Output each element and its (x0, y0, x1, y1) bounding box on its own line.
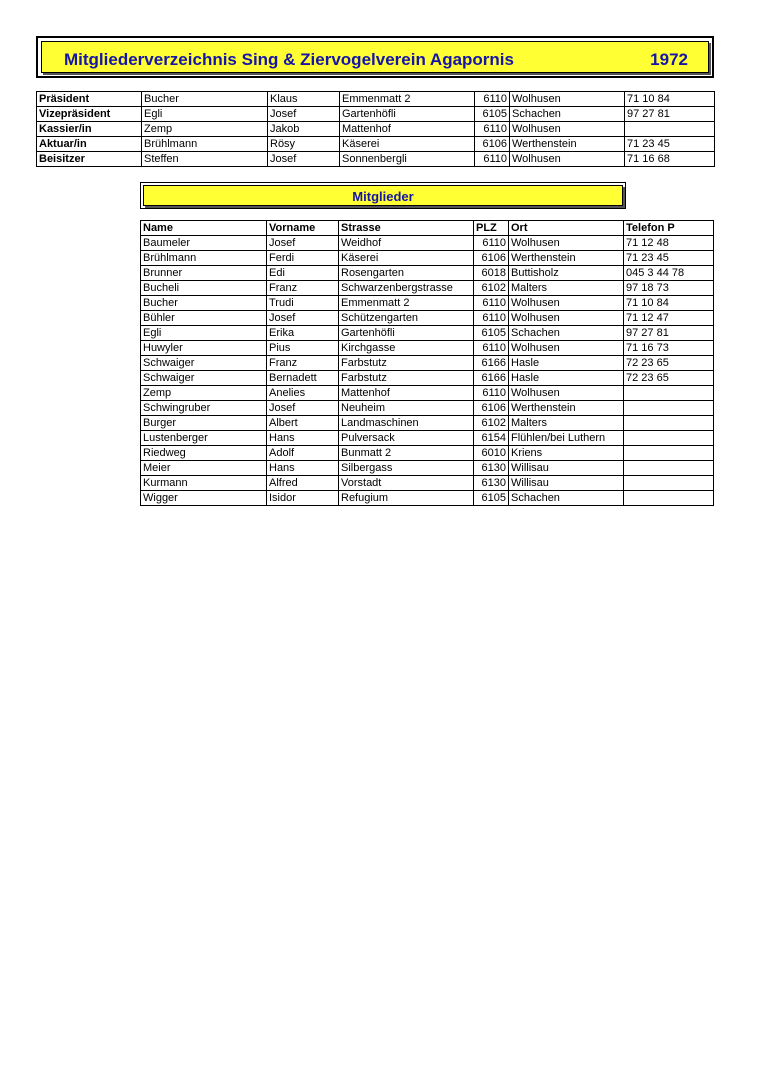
cell-role: Präsident (37, 92, 142, 107)
cell-vorname: Albert (267, 416, 339, 431)
member-row (141, 416, 714, 431)
board-row (37, 92, 715, 107)
cell-vorname: Klaus (268, 92, 340, 107)
cell-name: Brühlmann (141, 251, 267, 266)
cell-name: Brühlmann (142, 137, 268, 152)
cell-vorname: Josef (267, 401, 339, 416)
member-row (141, 251, 714, 266)
cell-plz: 6105 (474, 491, 509, 506)
cell-plz: 6154 (474, 431, 509, 446)
member-row (141, 401, 714, 416)
header-plz: PLZ (474, 221, 509, 236)
cell-name: Bucher (141, 296, 267, 311)
cell-strasse: Farbstutz (339, 371, 474, 386)
cell-strasse: Farbstutz (339, 356, 474, 371)
cell-plz: 6110 (474, 341, 509, 356)
cell-strasse: Sonnenbergli (340, 152, 475, 167)
cell-ort: Werthenstein (509, 251, 624, 266)
cell-vorname: Josef (268, 152, 340, 167)
cell-vorname: Trudi (267, 296, 339, 311)
cell-telefon: 71 23 45 (624, 251, 714, 266)
member-row (141, 386, 714, 401)
member-row (141, 266, 714, 281)
cell-ort: Wolhusen (509, 386, 624, 401)
cell-telefon (624, 386, 714, 401)
cell-ort: Wolhusen (510, 92, 625, 107)
cell-telefon: 72 23 65 (624, 356, 714, 371)
cell-strasse: Käserei (339, 251, 474, 266)
cell-name: Meier (141, 461, 267, 476)
cell-telefon: 71 16 73 (624, 341, 714, 356)
cell-name: Schwaiger (141, 371, 267, 386)
cell-name: Bühler (141, 311, 267, 326)
cell-strasse: Mattenhof (339, 386, 474, 401)
cell-strasse: Gartenhöfli (339, 326, 474, 341)
cell-plz: 6102 (474, 281, 509, 296)
board-row (37, 107, 715, 122)
cell-telefon: 97 27 81 (625, 107, 715, 122)
cell-strasse: Gartenhöfli (340, 107, 475, 122)
cell-name: Brunner (141, 266, 267, 281)
cell-telefon: 71 10 84 (624, 296, 714, 311)
cell-strasse: Mattenhof (340, 122, 475, 137)
cell-ort: Werthenstein (510, 137, 625, 152)
member-row (141, 371, 714, 386)
member-row (141, 446, 714, 461)
cell-ort: Flühlen/bei Luthern (509, 431, 624, 446)
cell-role: Aktuar/in (37, 137, 142, 152)
cell-plz: 6105 (475, 107, 510, 122)
cell-name: Huwyler (141, 341, 267, 356)
cell-name: Steffen (142, 152, 268, 167)
document-title: Mitgliederverzeichnis Sing & Ziervogelverein Agapornis (64, 50, 514, 69)
cell-vorname: Hans (267, 461, 339, 476)
board-row (37, 137, 715, 152)
cell-strasse: Rosengarten (339, 266, 474, 281)
cell-name: Wigger (141, 491, 267, 506)
cell-name: Lustenberger (141, 431, 267, 446)
cell-name: Kurmann (141, 476, 267, 491)
cell-ort: Hasle (509, 371, 624, 386)
member-row (141, 476, 714, 491)
header-ort: Ort (509, 221, 624, 236)
cell-vorname: Ferdi (267, 251, 339, 266)
cell-plz: 6130 (474, 476, 509, 491)
cell-ort: Wolhusen (509, 236, 624, 251)
member-row (141, 281, 714, 296)
cell-name: Zemp (141, 386, 267, 401)
cell-ort: Wolhusen (509, 296, 624, 311)
cell-ort: Willisau (509, 461, 624, 476)
cell-vorname: Jakob (268, 122, 340, 137)
board-row (37, 152, 715, 167)
cell-strasse: Käserei (340, 137, 475, 152)
document-year: 1972 (650, 50, 688, 69)
cell-telefon (624, 431, 714, 446)
cell-vorname: Adolf (267, 446, 339, 461)
cell-vorname: Hans (267, 431, 339, 446)
board-row (37, 122, 715, 137)
cell-telefon (624, 491, 714, 506)
cell-vorname: Erika (267, 326, 339, 341)
cell-telefon: 71 16 68 (625, 152, 715, 167)
cell-ort: Malters (509, 281, 624, 296)
cell-name: Schwaiger (141, 356, 267, 371)
member-row (141, 431, 714, 446)
cell-vorname: Bernadett (267, 371, 339, 386)
cell-vorname: Pius (267, 341, 339, 356)
cell-ort: Werthenstein (509, 401, 624, 416)
header-name: Name (141, 221, 267, 236)
cell-role: Vizepräsident (37, 107, 142, 122)
title-banner-fill (41, 41, 709, 73)
cell-plz: 6166 (474, 371, 509, 386)
cell-strasse: Refugium (339, 491, 474, 506)
cell-name: Bucheli (141, 281, 267, 296)
cell-strasse: Emmenmatt 2 (340, 92, 475, 107)
cell-ort: Schachen (509, 491, 624, 506)
cell-strasse: Schützengarten (339, 311, 474, 326)
cell-name: Riedweg (141, 446, 267, 461)
member-row (141, 356, 714, 371)
cell-strasse: Weidhof (339, 236, 474, 251)
cell-telefon (624, 416, 714, 431)
members-section-banner (140, 182, 626, 209)
member-row (141, 311, 714, 326)
cell-strasse: Bunmatt 2 (339, 446, 474, 461)
cell-plz: 6106 (475, 137, 510, 152)
cell-role: Kassier/in (37, 122, 142, 137)
cell-ort: Schachen (509, 326, 624, 341)
cell-telefon: 045 3 44 78 (624, 266, 714, 281)
cell-ort: Wolhusen (510, 122, 625, 137)
cell-strasse: Schwarzenbergstrasse (339, 281, 474, 296)
cell-vorname: Edi (267, 266, 339, 281)
cell-telefon: 71 10 84 (625, 92, 715, 107)
cell-telefon: 71 12 48 (624, 236, 714, 251)
cell-name: Egli (141, 326, 267, 341)
cell-telefon (625, 122, 715, 137)
cell-vorname: Josef (267, 236, 339, 251)
member-row (141, 461, 714, 476)
member-row (141, 341, 714, 356)
cell-ort: Wolhusen (510, 152, 625, 167)
cell-plz: 6106 (474, 401, 509, 416)
cell-plz: 6110 (474, 311, 509, 326)
cell-plz: 6110 (474, 236, 509, 251)
cell-name: Bucher (142, 92, 268, 107)
cell-plz: 6018 (474, 266, 509, 281)
cell-role: Beisitzer (37, 152, 142, 167)
members-section-fill (143, 185, 623, 206)
header-vorname: Vorname (267, 221, 339, 236)
member-row (141, 236, 714, 251)
cell-telefon: 71 12 47 (624, 311, 714, 326)
header-strasse: Strasse (339, 221, 474, 236)
cell-name: Zemp (142, 122, 268, 137)
cell-strasse: Kirchgasse (339, 341, 474, 356)
cell-strasse: Silbergass (339, 461, 474, 476)
cell-ort: Malters (509, 416, 624, 431)
cell-strasse: Landmaschinen (339, 416, 474, 431)
cell-name: Burger (141, 416, 267, 431)
cell-plz: 6110 (475, 122, 510, 137)
cell-strasse: Pulversack (339, 431, 474, 446)
cell-vorname: Anelies (267, 386, 339, 401)
cell-telefon (624, 446, 714, 461)
members-header-row (141, 221, 714, 236)
cell-strasse: Emmenmatt 2 (339, 296, 474, 311)
cell-telefon (624, 461, 714, 476)
cell-name: Egli (142, 107, 268, 122)
cell-plz: 6106 (474, 251, 509, 266)
cell-strasse: Neuheim (339, 401, 474, 416)
cell-ort: Buttisholz (509, 266, 624, 281)
cell-vorname: Alfred (267, 476, 339, 491)
member-row (141, 296, 714, 311)
cell-plz: 6010 (474, 446, 509, 461)
cell-ort: Schachen (510, 107, 625, 122)
cell-plz: 6130 (474, 461, 509, 476)
cell-vorname: Franz (267, 356, 339, 371)
cell-plz: 6110 (475, 92, 510, 107)
cell-plz: 6102 (474, 416, 509, 431)
cell-plz: 6110 (474, 296, 509, 311)
cell-ort: Wolhusen (509, 341, 624, 356)
cell-vorname: Isidor (267, 491, 339, 506)
cell-name: Schwingruber (141, 401, 267, 416)
member-row (141, 491, 714, 506)
cell-vorname: Rösy (268, 137, 340, 152)
members-table (140, 220, 714, 506)
cell-vorname: Josef (267, 311, 339, 326)
cell-telefon (624, 476, 714, 491)
cell-plz: 6166 (474, 356, 509, 371)
cell-ort: Wolhusen (509, 311, 624, 326)
header-telefon: Telefon P (624, 221, 714, 236)
cell-strasse: Vorstadt (339, 476, 474, 491)
cell-ort: Kriens (509, 446, 624, 461)
member-row (141, 326, 714, 341)
cell-telefon: 97 27 81 (624, 326, 714, 341)
cell-ort: Hasle (509, 356, 624, 371)
title-banner (36, 36, 714, 78)
cell-telefon: 97 18 73 (624, 281, 714, 296)
cell-telefon (624, 401, 714, 416)
cell-telefon: 71 23 45 (625, 137, 715, 152)
cell-vorname: Franz (267, 281, 339, 296)
cell-plz: 6105 (474, 326, 509, 341)
cell-plz: 6110 (475, 152, 510, 167)
cell-vorname: Josef (268, 107, 340, 122)
members-section-title: Mitglieder (352, 189, 414, 204)
board-table (36, 91, 715, 167)
cell-name: Baumeler (141, 236, 267, 251)
cell-ort: Willisau (509, 476, 624, 491)
cell-telefon: 72 23 65 (624, 371, 714, 386)
cell-plz: 6110 (474, 386, 509, 401)
